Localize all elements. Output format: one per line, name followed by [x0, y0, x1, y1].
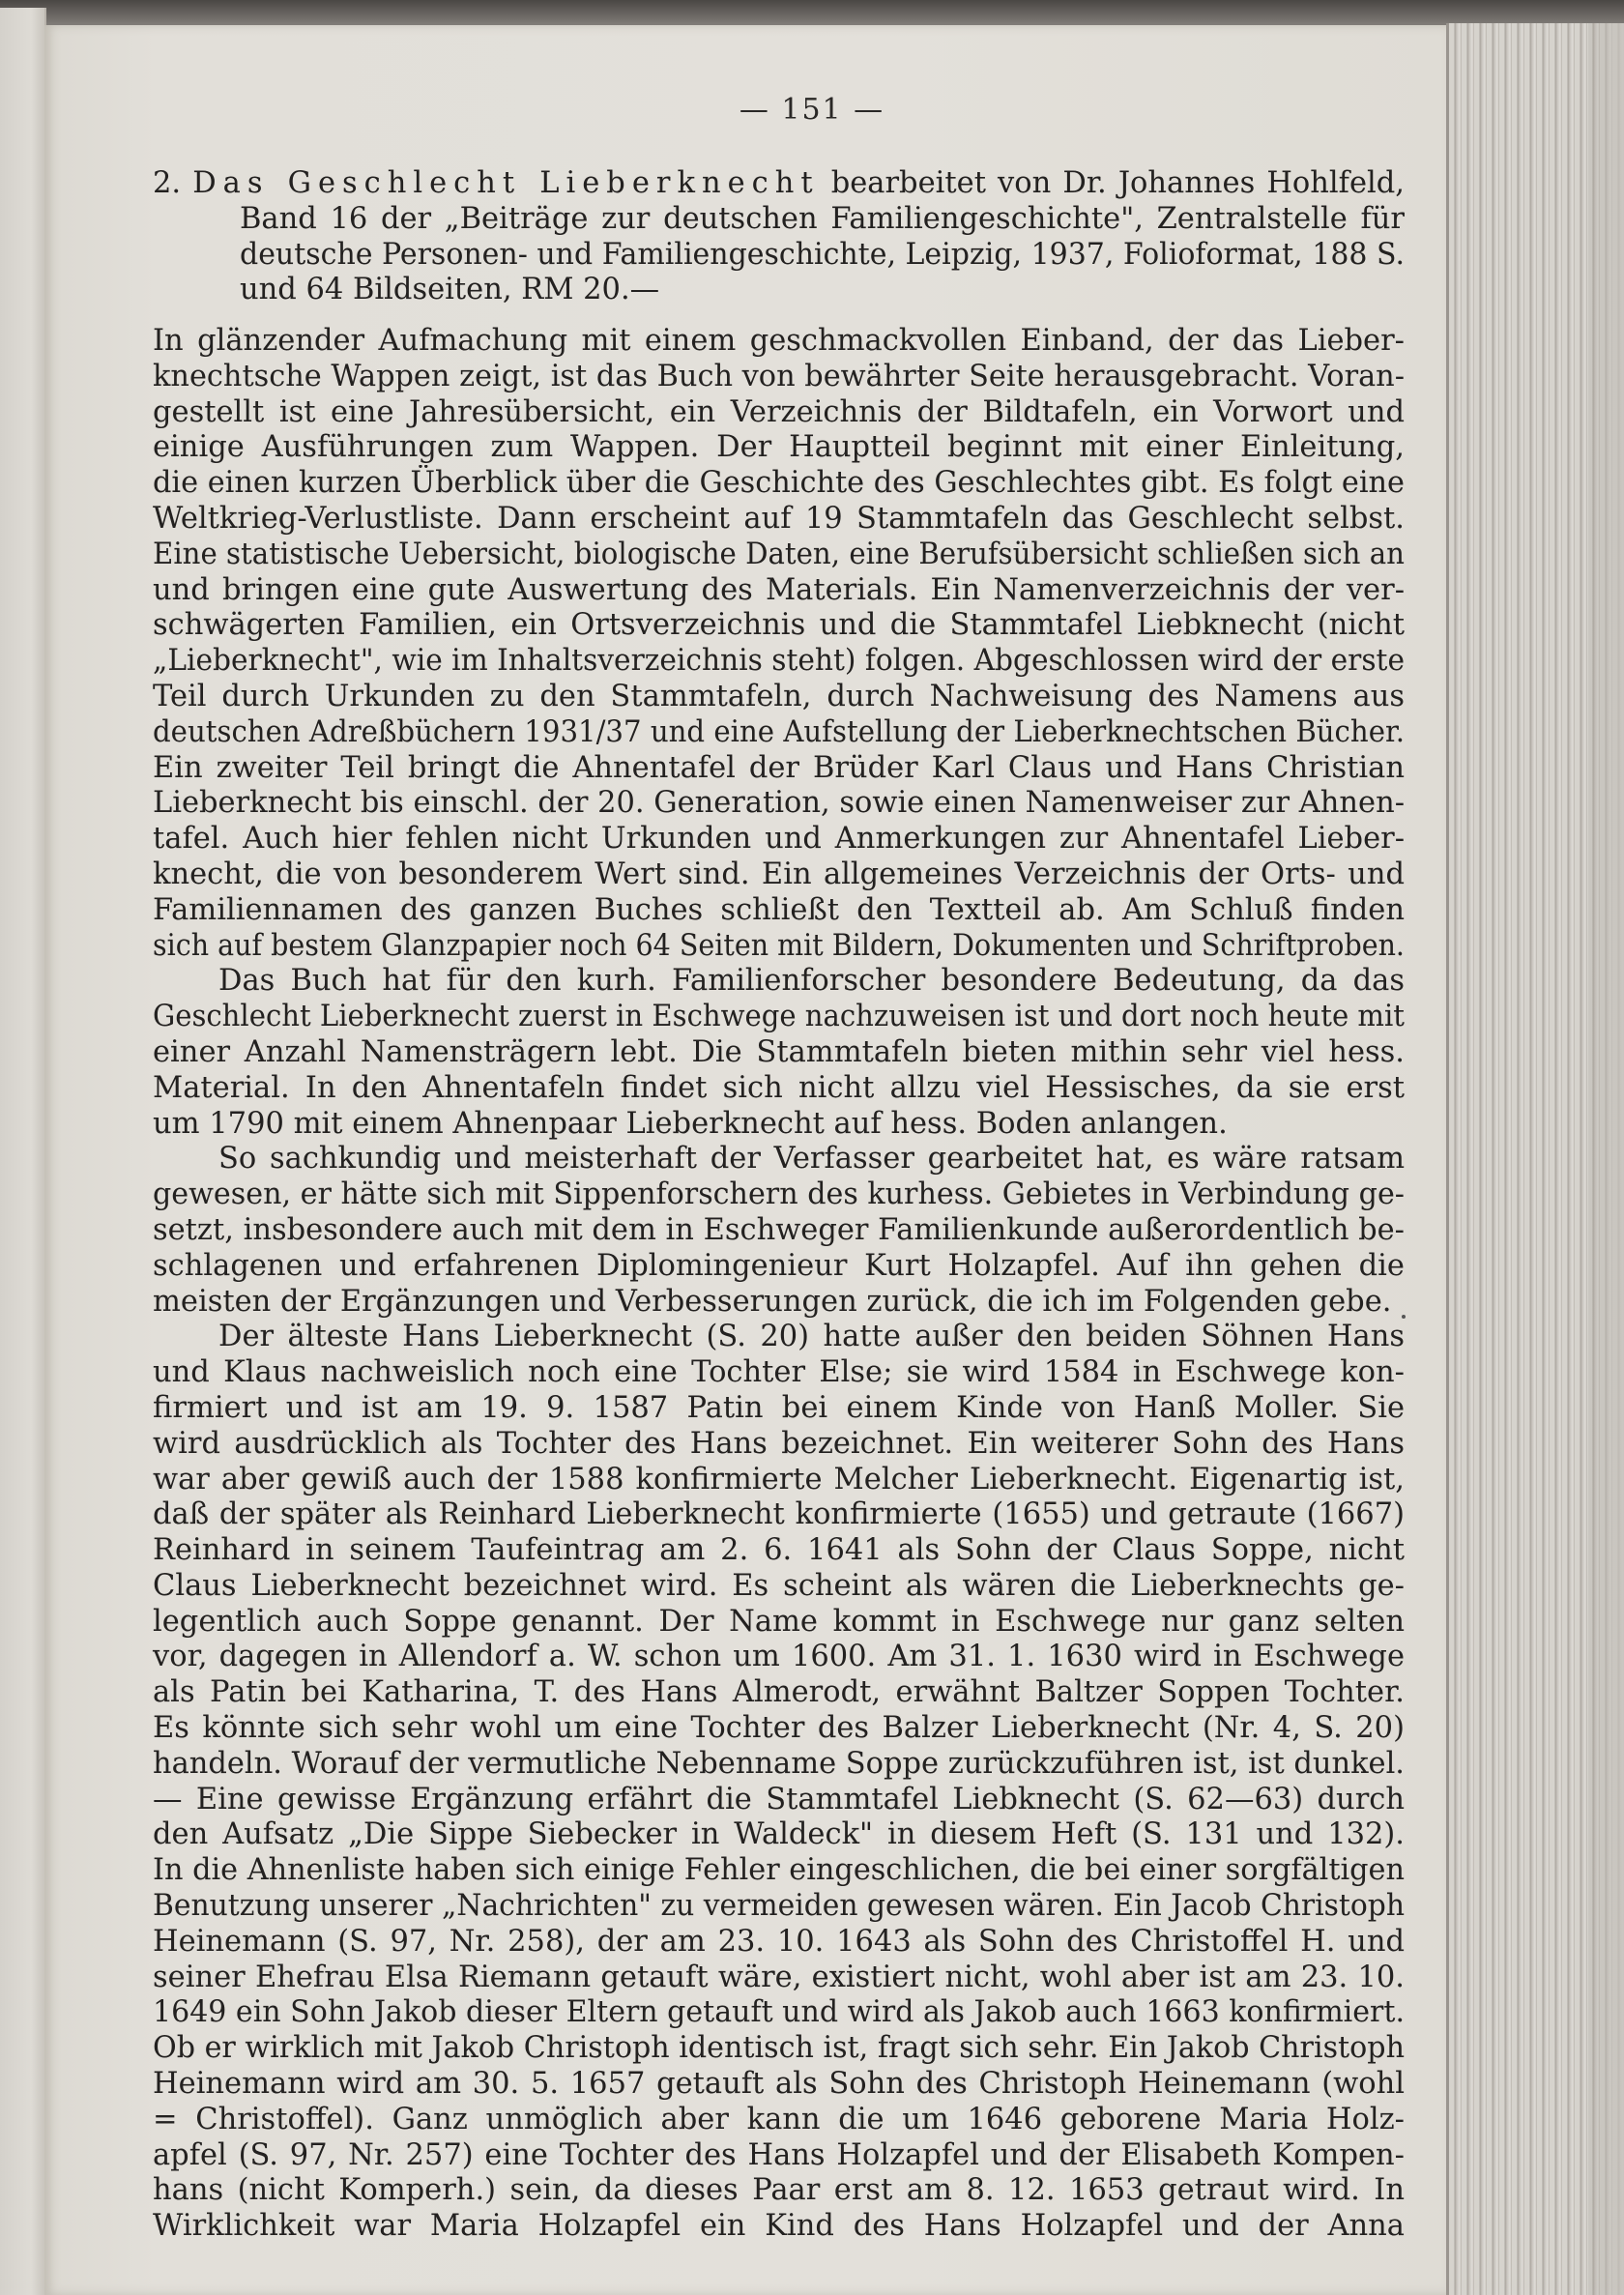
- body-text-line: daß der später als Reinhard Lieberknecht konfirmierte (1655) und getraute (1667): [153, 1497, 1405, 1532]
- body-text-line: seiner Ehefrau Elsa Riemann getauft wäre, existiert nicht, wohl aber ist am 23. 10.: [153, 1960, 1405, 1994]
- entry-line: deutsche Personen- und Familiengeschichte, Leipzig, 1937, Folioformat, 188 S.: [240, 237, 1405, 272]
- page-stack-edge: [1446, 23, 1624, 2295]
- facing-page-edge: [0, 8, 46, 2295]
- body-text-line: Material. In den Ahnentafeln findet sich nicht allzu viel Hessisches, da sie erst: [153, 1070, 1405, 1105]
- body-text-line: deutschen Adreßbüchern 1931/37 und eine Aufstellung der Lieberknechtschen Bücher.: [153, 714, 1405, 749]
- body-text-line: schwägerten Familien, ein Ortsverzeichnis und die Stammtafel Liebknecht (nicht: [153, 608, 1405, 643]
- entry-number: 2.: [153, 166, 182, 200]
- body-text-line: vor, dagegen in Allendorf a. W. schon um 1600. Am 31. 1. 1630 wird in Eschwege: [153, 1640, 1405, 1674]
- body-text-line: schlagenen und erfahrenen Diplomingenieur Kurt Holzapfel. Auf ihn gehen die: [153, 1248, 1405, 1283]
- body-text-line: Teil durch Urkunden zu den Stammtafeln, durch Nachweisung des Namens aus: [153, 679, 1405, 713]
- body-text-line: Es könnte sich sehr wohl um eine Tochter des Balzer Lieberknecht (Nr. 4, S. 20): [153, 1711, 1405, 1746]
- print-speck: [1402, 1315, 1406, 1319]
- body-text-line: Heinemann (S. 97, Nr. 258), der am 23. 10. 1643 als Sohn des Christoffel H. und: [153, 1924, 1405, 1959]
- body-text-line: Geschlecht Lieberknecht zuerst in Eschwege nachzuweisen ist und dort noch heute mit: [153, 1000, 1405, 1034]
- body-text-line: um 1790 mit einem Ahnenpaar Lieberknecht auf hess. Boden anlangen.: [153, 1106, 1228, 1141]
- body-text-line: und bringen eine gute Auswertung des Materials. Ein Namenverzeichnis der ver-: [153, 572, 1405, 607]
- body-text-line: meisten der Ergänzungen und Verbesserungen zurück, die ich im Folgenden gebe.: [153, 1284, 1392, 1319]
- body-text-line: Weltkrieg-Verlustliste. Dann erscheint auf 19 Stammtafeln das Geschlecht selbst.: [153, 501, 1405, 536]
- body-text-line: wird ausdrücklich als Tochter des Hans bezeichnet. Ein weiterer Sohn des Hans: [153, 1426, 1405, 1461]
- body-text-line: „Lieberknecht", wie im Inhaltsverzeichnis steht) folgen. Abgeschlossen wird der erste: [153, 644, 1405, 679]
- body-text-line: Heinemann wird am 30. 5. 1657 getauft als Sohn des Christoph Heinemann (wohl: [153, 2067, 1405, 2102]
- body-text-line: handeln. Worauf der vermutliche Nebenname Soppe zurückzuführen ist, ist dunkel.: [153, 1746, 1405, 1781]
- review-body-text: [153, 324, 1405, 2245]
- body-text-line: sich auf bestem Glanzpapier noch 64 Seiten mit Bildern, Dokumenten und Schriftproben.: [153, 928, 1405, 963]
- body-text-line: — Eine gewisse Ergänzung erfährt die Stammtafel Liebknecht (S. 62—63) durch: [153, 1782, 1405, 1816]
- entry-title-line: [153, 166, 1405, 202]
- body-text-line: knecht, die von besonderem Wert sind. Ein allgemeines Verzeichnis der Orts- und: [153, 857, 1405, 891]
- entry-line: Band 16 der „Beiträge zur deutschen Familiengeschichte", Zentralstelle für: [240, 201, 1405, 236]
- body-text-line: Ob er wirklich mit Jakob Christoph identisch ist, fragt sich sehr. Ein Jakob Christoph: [153, 2031, 1405, 2066]
- body-text-line: den Aufsatz „Die Sippe Siebecker in Waldeck" in diesem Heft (S. 131 und 132).: [153, 1817, 1405, 1852]
- body-text-line: In die Ahnenliste haben sich einige Fehler eingeschlichen, die bei einer sorgfältigen: [153, 1853, 1405, 1888]
- entry-line: und 64 Bildseiten, RM 20.—: [240, 273, 660, 307]
- body-text-line: war aber gewiß auch der 1588 konfirmierte Melcher Lieberknecht. Eigenartig ist,: [153, 1462, 1405, 1496]
- body-text-line: Der älteste Hans Lieberknecht (S. 20) hatte außer den beiden Söhnen Hans: [218, 1320, 1405, 1354]
- body-text-line: gewesen, er hätte sich mit Sippenforschern des kurhess. Gebietes in Verbindung ge-: [153, 1177, 1405, 1212]
- body-text-line: einer Anzahl Namensträgern lebt. Die Stammtafeln bieten mithin sehr viel hess.: [153, 1034, 1405, 1069]
- body-text-line: die einen kurzen Überblick über die Geschichte des Geschlechtes gibt. Es folgt eine: [153, 466, 1405, 501]
- body-text-line: Familiennamen des ganzen Buches schließt den Textteil ab. Am Schluß finden: [153, 892, 1405, 927]
- body-text-line: = Christoffel). Ganz unmöglich aber kann die um 1646 geborene Maria Holz-: [153, 2102, 1405, 2136]
- body-text-line: Lieberknecht bis einschl. der 20. Generation, sowie einen Namenweiser zur Ahnen-: [153, 786, 1405, 821]
- body-text-line: Das Buch hat für den kurh. Familienforscher besondere Bedeutung, da das: [218, 964, 1405, 999]
- body-text-line: einige Ausführungen zum Wappen. Der Hauptteil beginnt mit einer Einleitung,: [153, 430, 1405, 465]
- body-text-line: Wirklichkeit war Maria Holzapfel ein Kind des Hans Holzapfel und der Anna: [153, 2209, 1405, 2244]
- body-text-line: Claus Lieberknecht bezeichnet wird. Es scheint als wären die Lieberknechts ge-: [153, 1568, 1405, 1603]
- body-text-line: Benutzung unserer „Nachrichten" zu vermeiden gewesen wären. Ein Jacob Christoph: [153, 1889, 1405, 1924]
- body-text-line: und Klaus nachweislich noch eine Tochter Else; sie wird 1584 in Eschwege kon-: [153, 1355, 1405, 1390]
- entry-author: bearbeitet von Dr. Johannes Hohlfeld,: [830, 166, 1405, 200]
- body-text-line: apfel (S. 97, Nr. 257) eine Tochter des Hans Holzapfel und der Elisabeth Kompen-: [153, 2137, 1405, 2172]
- body-text-line: setzt, insbesondere auch mit dem in Eschweger Familienkunde außerordentlich be-: [153, 1212, 1405, 1247]
- body-text-line: In glänzender Aufmachung mit einem geschmackvollen Einband, der das Lieber-: [153, 324, 1405, 358]
- body-text-line: So sachkundig und meisterhaft der Verfasser gearbeitet hat, es wäre ratsam: [218, 1142, 1405, 1177]
- body-text-line: tafel. Auch hier fehlen nicht Urkunden und Anmerkungen zur Ahnentafel Lieber-: [153, 822, 1405, 857]
- body-text-line: firmiert und ist am 19. 9. 1587 Patin bei einem Kinde von Hanß Moller. Sie: [153, 1390, 1405, 1425]
- body-text-line: Ein zweiter Teil bringt die Ahnentafel der Brüder Karl Claus und Hans Christian: [153, 750, 1405, 785]
- body-text-line: hans (nicht Komperh.) sein, da dieses Paar erst am 8. 12. 1653 getraut wird. In: [153, 2173, 1405, 2208]
- body-text-line: Eine statistische Uebersicht, biologische Daten, eine Berufsübersicht schließen sich an: [153, 537, 1405, 571]
- body-text-line: knechtsche Wappen zeigt, ist das Buch von bewährter Seite herausgebracht. Voran-: [153, 359, 1405, 393]
- body-text-line: gestellt ist eine Jahresübersicht, ein Verzeichnis der Bildtafeln, ein Vorwort und: [153, 394, 1405, 429]
- body-text-line: legentlich auch Soppe genannt. Der Name kommt in Eschwege nur ganz selten: [153, 1604, 1405, 1639]
- page-number: — 151 —: [739, 93, 885, 127]
- entry-book-title: Das Geschlecht Lieberknecht: [192, 166, 820, 200]
- body-text-line: Reinhard in seinem Taufeintrag am 2. 6. 1641 als Sohn der Claus Soppe, nicht: [153, 1533, 1405, 1568]
- body-text-line: 1649 ein Sohn Jakob dieser Eltern getauft und wird als Jakob auch 1663 konfirmiert.: [153, 1995, 1405, 2030]
- body-text-line: als Patin bei Katharina, T. des Hans Almerodt, erwähnt Baltzer Soppen Tochter.: [153, 1675, 1405, 1710]
- bibliographic-entry: [153, 166, 1405, 308]
